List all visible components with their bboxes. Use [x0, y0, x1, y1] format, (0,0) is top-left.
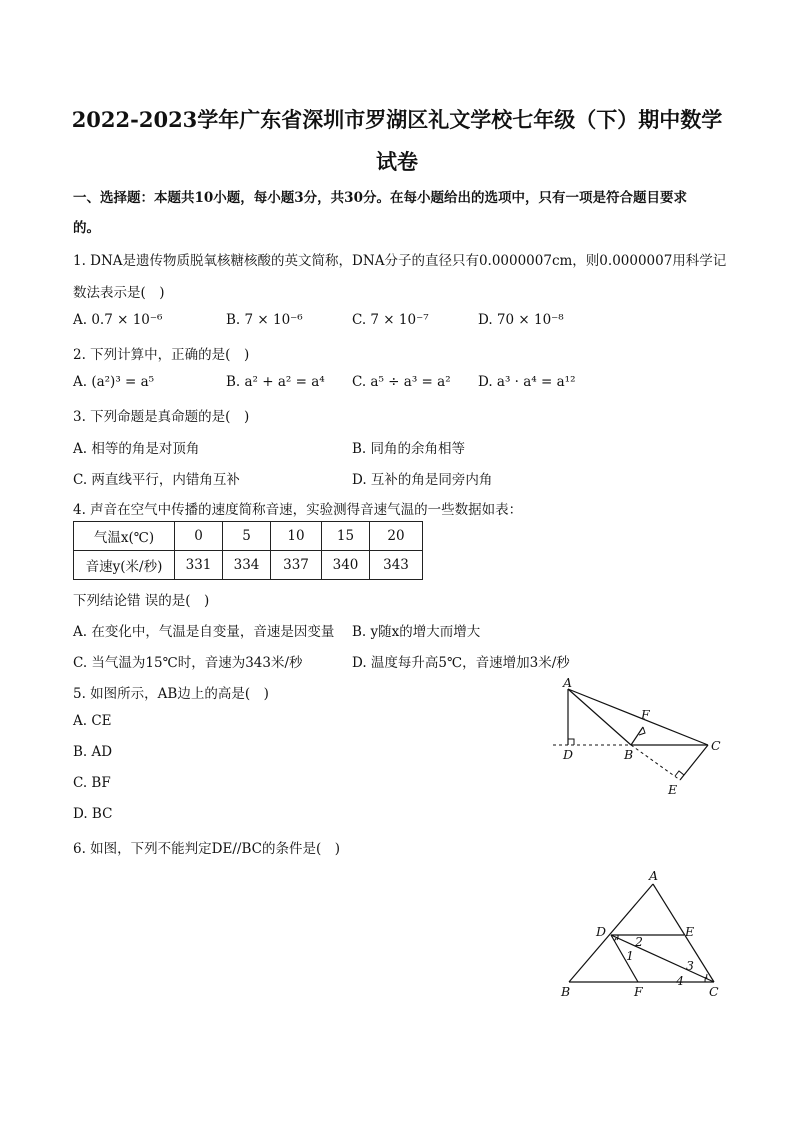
q3-stem: 3. 下列命题是真命题的是( ) [73, 409, 250, 425]
table-row [74, 522, 423, 551]
figure-label: F [634, 984, 643, 999]
q5-stem: 5. 如图所示，AB边上的高是( ) [73, 686, 269, 702]
table-cell: 334 [223, 551, 271, 580]
figure-label: D [596, 924, 607, 939]
table-cell: 331 [175, 551, 223, 580]
q4-option-b: B. y随x的增大而增大 [352, 624, 481, 640]
q2-option-a: A. (a²)³ = a⁵ [73, 374, 155, 390]
table-row [74, 551, 423, 580]
figure-label: C [709, 984, 719, 999]
q3-option-d: D. 互补的角是同旁内角 [352, 472, 493, 488]
table-cell: 337 [271, 551, 322, 580]
q5-option-c: C. BF [73, 775, 111, 791]
q1-stem-line2: 数法表示是( ) [73, 285, 165, 301]
table-cell: 20 [370, 522, 423, 551]
q6-geometry-figure [552, 866, 732, 1004]
exam-title-line1: 2022-2023学年广东省深圳市罗湖区礼文学校七年级（下）期中数学 [71, 107, 723, 132]
q3-option-c: C. 两直线平行，内错角互补 [73, 472, 240, 488]
section-heading-line2: 的。 [73, 220, 100, 236]
q1-option-a: A. 0.7 × 10⁻⁶ [73, 312, 163, 328]
table-cell: 343 [370, 551, 423, 580]
q3-option-a: A. 相等的角是对顶角 [73, 441, 200, 457]
table-cell: 5 [223, 522, 271, 551]
figure-label: A [563, 676, 573, 690]
figure-label: 1 [626, 948, 634, 963]
q2-option-d: D. a³ · a⁴ = a¹² [478, 374, 576, 390]
q5-geometry-figure [548, 676, 738, 801]
table-row-header: 音速y(米/秒) [74, 551, 175, 580]
table-cell: 0 [175, 522, 223, 551]
figure-label: 2 [635, 934, 643, 949]
figure-label: 3 [686, 958, 694, 973]
figure-label: B [561, 984, 571, 999]
figure-label: B [624, 747, 634, 762]
q1-stem-line1: 1. DNA是遗传物质脱氧核糖核酸的英文简称，DNA分子的直径只有0.0000007cm，则0.0000007用科学记 [73, 253, 727, 269]
q3-option-b: B. 同角的余角相等 [352, 441, 466, 457]
q2-stem: 2. 下列计算中，正确的是( ) [73, 347, 250, 363]
q5-option-a: A. CE [73, 713, 112, 729]
q2-option-c: C. a⁵ ÷ a³ = a² [352, 374, 451, 390]
figure-label: E [685, 924, 695, 939]
q1-option-d: D. 70 × 10⁻⁸ [478, 312, 564, 328]
q1-option-b: B. 7 × 10⁻⁶ [226, 312, 303, 328]
q4-question: 下列结论错 误的是( ) [73, 593, 210, 609]
table-cell: 10 [271, 522, 322, 551]
q2-option-b: B. a² + a² = a⁴ [226, 374, 325, 390]
figure-label: A [649, 868, 659, 883]
figure-label: 4 [676, 973, 684, 988]
table-cell: 15 [322, 522, 370, 551]
q6-stem: 6. 如图，下列不能判定DE//BC的条件是( ) [73, 841, 340, 857]
q4-stem: 4. 声音在空气中传播的速度简称音速，实验测得音速气温的一些数据如表： [73, 502, 523, 518]
table-row-header: 气温x(℃) [74, 522, 175, 551]
q4-option-a: A. 在变化中，气温是自变量，音速是因变量 [73, 624, 335, 640]
q5-option-d: D. BC [73, 806, 113, 822]
table-cell: 340 [322, 551, 370, 580]
figure-label: D [563, 747, 574, 762]
figure-label: C [711, 738, 721, 753]
figure-label: E [668, 782, 678, 797]
figure-label: F [641, 707, 650, 722]
q1-option-c: C. 7 × 10⁻⁷ [352, 312, 429, 328]
section-heading-line1: 一、选择题：本题共10小题，每小题3分，共30分。在每小题给出的选项中，只有一项是符合题目要求 [73, 190, 687, 206]
q4-option-d: D. 温度每升高5℃，音速增加3米/秒 [352, 655, 570, 671]
q5-option-b: B. AD [73, 744, 113, 760]
q4-option-c: C. 当气温为15℃时，音速为343米/秒 [73, 655, 303, 671]
q4-data-table [73, 521, 423, 580]
exam-title-line2: 试卷 [376, 149, 418, 174]
